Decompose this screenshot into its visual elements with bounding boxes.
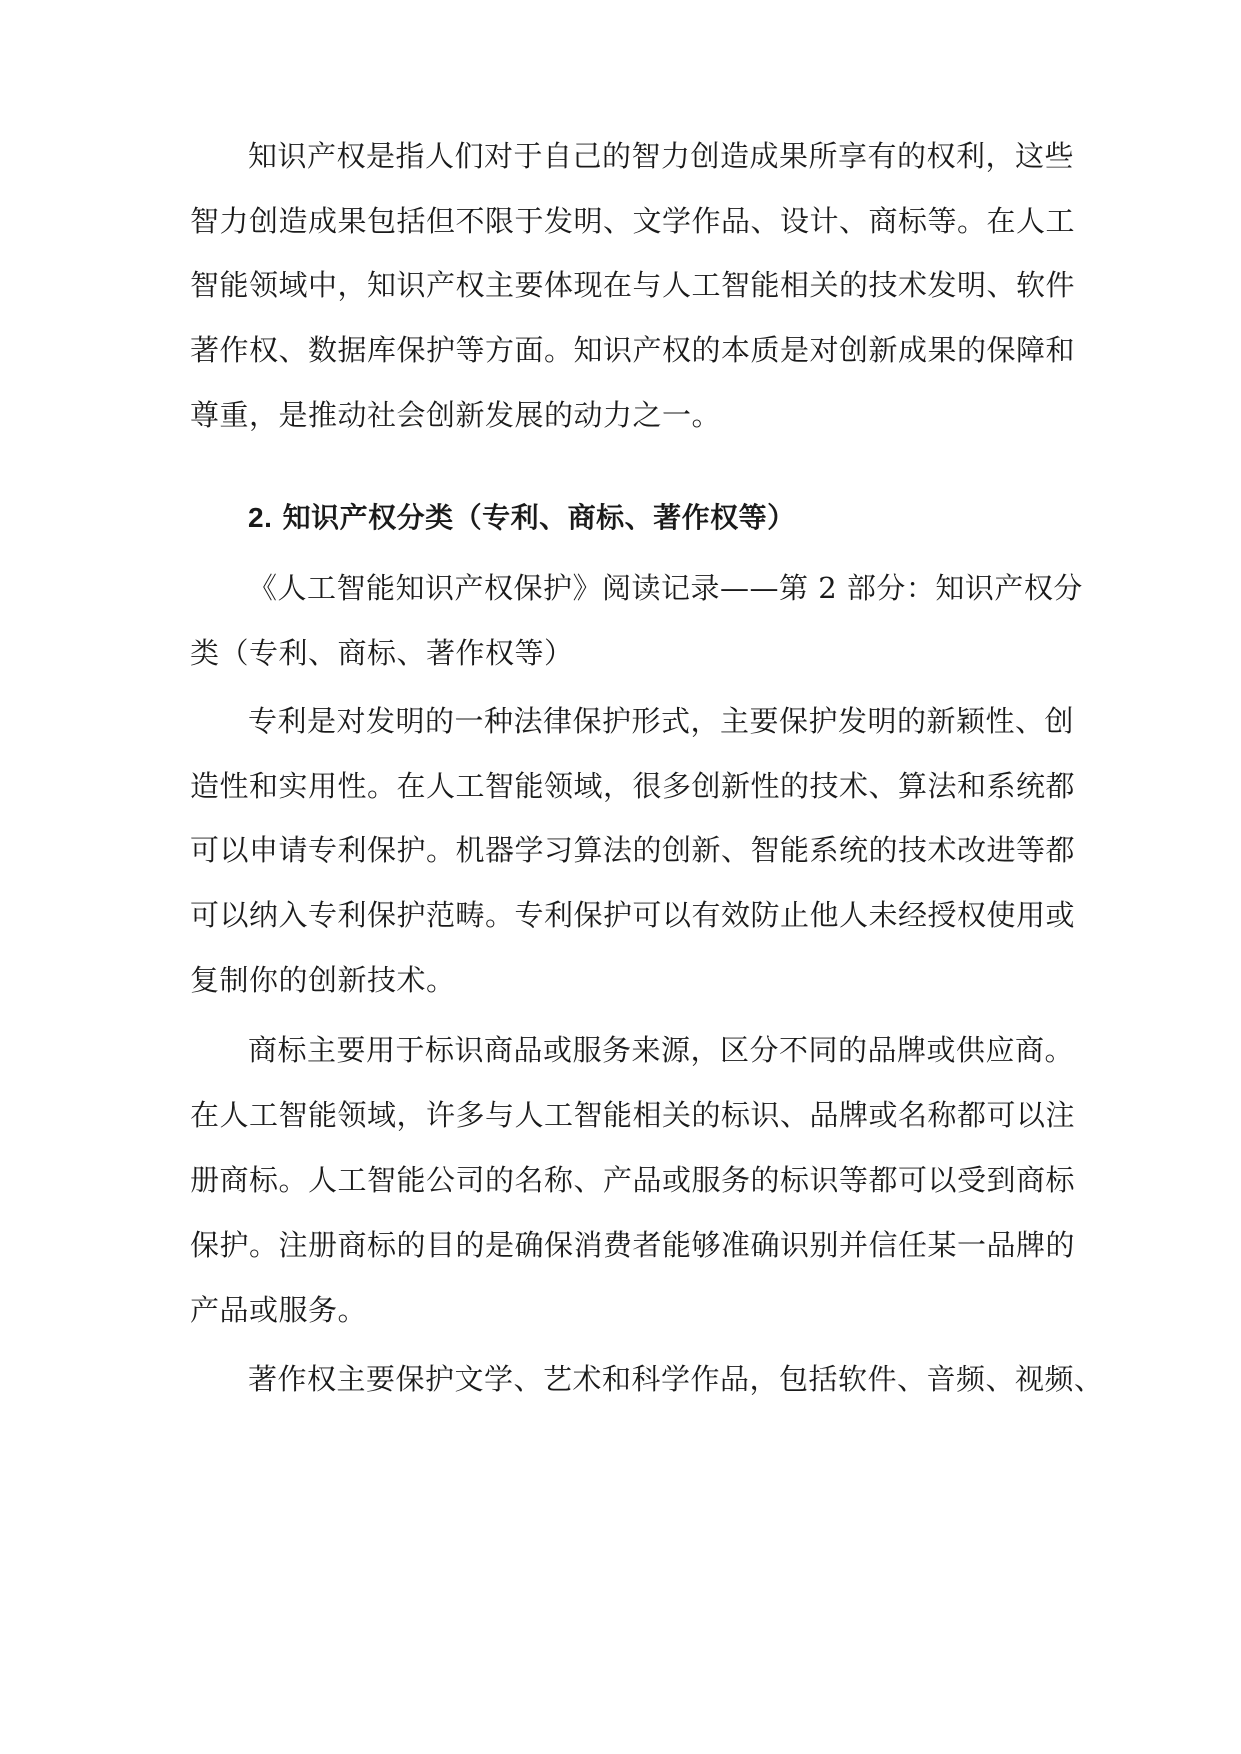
paragraph-1-line-4: 著作权、数据库保护等方面。知识产权的本质是对创新成果的保障和 — [190, 333, 1076, 367]
paragraph-1-line-3: 智能领域中，知识产权主要体现在与人工智能相关的技术发明、软件 — [190, 268, 1076, 302]
paragraph-1-line-1: 知识产权是指人们对于自己的智力创造成果所享有的权利，这些 — [248, 139, 1075, 173]
section-heading-number: 2. — [248, 502, 273, 533]
paragraph-2-line-1: 《人工智能知识产权保护》阅读记录——第 2 部分：知识产权分 — [248, 571, 1083, 605]
paragraph-1-line-2: 智力创造成果包括但不限于发明、文学作品、设计、商标等。在人工 — [190, 204, 1076, 238]
paragraph-4-line-3: 册商标。人工智能公司的名称、产品或服务的标识等都可以受到商标 — [190, 1163, 1076, 1197]
paragraph-3-line-4: 可以纳入专利保护范畴。专利保护可以有效防止他人未经授权使用或 — [190, 898, 1076, 932]
section-heading — [248, 498, 1050, 538]
paragraph-3-line-3: 可以申请专利保护。机器学习算法的创新、智能系统的技术改进等都 — [190, 833, 1076, 867]
paragraph-3-line-2: 造性和实用性。在人工智能领域，很多创新性的技术、算法和系统都 — [190, 769, 1076, 803]
paragraph-5-line-1: 著作权主要保护文学、艺术和科学作品，包括软件、音频、视频、 — [248, 1362, 1104, 1396]
paragraph-1-line-5: 尊重，是推动社会创新发展的动力之一。 — [190, 398, 722, 432]
paragraph-3-line-1: 专利是对发明的一种法律保护形式，主要保护发明的新颖性、创 — [248, 704, 1075, 738]
section-heading-text: 知识产权分类（专利、商标、著作权等） — [282, 501, 796, 534]
paragraph-3-line-5: 复制你的创新技术。 — [190, 963, 456, 997]
paragraph-4-line-1: 商标主要用于标识商品或服务来源，区分不同的品牌或供应商。 — [248, 1033, 1075, 1067]
paragraph-2-line-2: 类（专利、商标、著作权等） — [190, 636, 574, 670]
paragraph-4-line-4: 保护。注册商标的目的是确保消费者能够准确识别并信任某一品牌的 — [190, 1228, 1076, 1262]
paragraph-4-line-2: 在人工智能领域，许多与人工智能相关的标识、品牌或名称都可以注 — [190, 1098, 1076, 1132]
paragraph-4-line-5: 产品或服务。 — [190, 1293, 368, 1327]
